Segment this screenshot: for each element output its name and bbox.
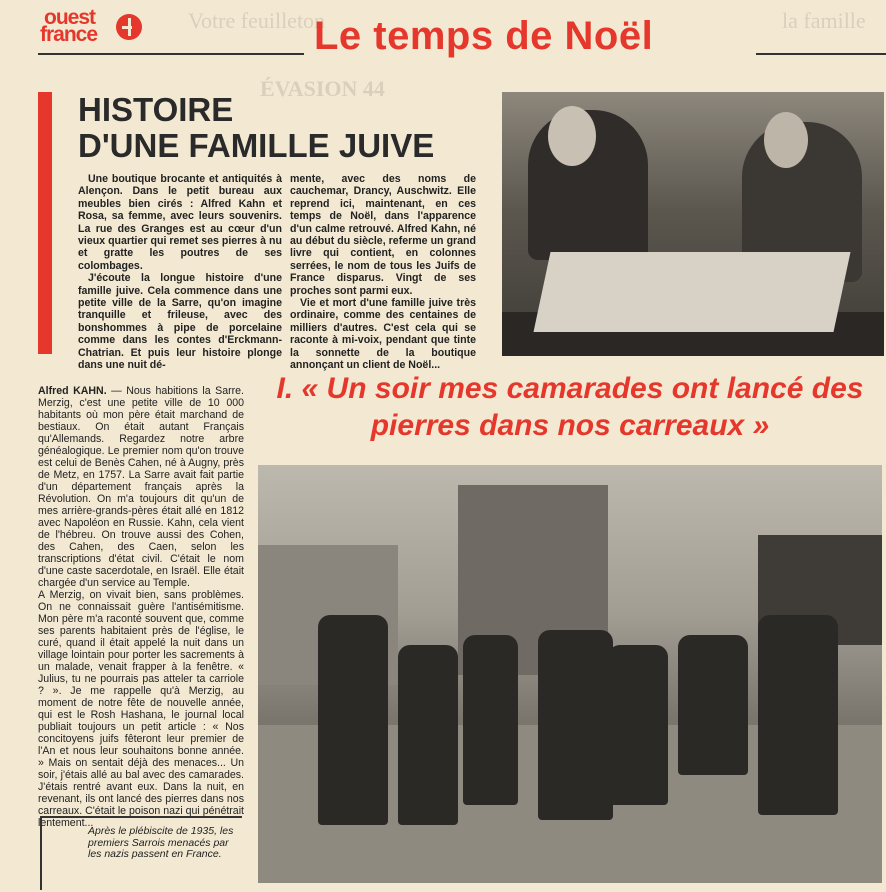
intro-paragraph: Une boutique brocante et antiquités à Alençon. Dans le petit bureau aux meubles bien cirés : Alfred Kahn et Rosa, sa femme, avec leurs souvenirs. La rue des Granges est au cœur d'un vieux quartier qui remet ses pierres à nu et gratte les poutres de ses colombages. — [78, 173, 282, 272]
photo-kahn-couple — [502, 92, 884, 356]
accent-bar — [38, 92, 52, 354]
article-title: I. « Un soir mes camarades ont lancé des pierres dans nos carreaux » — [276, 372, 864, 442]
ouest-france-logo — [38, 8, 146, 48]
ghost-text-left: la famille — [782, 8, 866, 33]
intro-column-1 — [78, 173, 282, 372]
headline-line-2: D'UNE FAMILLE JUIVE — [78, 127, 435, 164]
ghost-text-evasion: ÉVASION 44 — [260, 76, 385, 101]
intro-column-2 — [290, 173, 476, 372]
headline-line-1: HISTOIRE — [78, 91, 234, 128]
body-paragraph: A Merzig, on vivait bien, sans problèmes. On ne connaissait guère l'antisémitisme. Mon père m'a raconté souvent que, comme ses parents habitaient près de l'église, le curé, quand il était appelé la nuit dans un village lointain pour porter les sacrements à un malade, venait frapper à la fenêtre. « Julius, tu ne pourrais pas atteler ta carriole ? ». Je me rappelle qu'à Merzig, au moment de notre fête de nouvelle année, qui est le Rosh Hashana, le journal local publiait toujours un petit article : « Nos concitoyens juifs fêteront leur premier de l'An et nous leur souhaitons bonne année. » Mais on sentait déjà des menaces... Un soir, j'étais allé au bal avec des camarades. J'étais rentré avant eux. Dans la nuit, en revenant, ils ont lancé des pierres dans nos carreaux. C'était le poison nazi qui pénétrait lentement... — [38, 589, 244, 829]
body-paragraph: — Nous habitions la Sarre. Merzig, c'est une petite ville de 10 000 habitants où mon père était marchand de bestiaux. On était autant Français qu'Allemands. Regardez notre arbre généalogique. Le premier nom qu'on trouve est celui de Benès Cahen, né à Augny, près de Metz, en 1757. La Sarre avait fait partie d'un département français après la Révolution. On m'a toujours dit qu'un de mes arrière-grands-pères était allé en 1812 avec Napoléon en Russie. Kahn, cela vient de l'hébreu. On trouve aussi des Cohen, des Cahen, des Caen, selon les transcriptions d'état civil. C'était le nom d'une caste sacerdotale, en Israël. Elle était chargée d'un service au Temple. — [38, 385, 244, 589]
intro-paragraph: Vie et mort d'une famille juive très ordinaire, comme des centaines de milliers d'autres. C'est cela qui se raconte à mi-voix, pendant que tinte la sonnette de la boutique annonçant un client de Noël... — [290, 297, 476, 372]
ghost-text-right: Votre feuilleton — [188, 8, 326, 33]
intro-paragraph: mente, avec des noms de cauchemar, Drancy, Auschwitz. Elle reprend ici, maintenant, en ces temps de Noël, dans l'apparence d'un calme retrouvé. Alfred Kahn, né au début du siècle, referme un grand livre qui contient, en colonnes serrées, le nom de tous les Juifs de France disparus. Vingt de ses proches sont parmi eux. — [290, 173, 476, 297]
article-body — [38, 385, 244, 829]
section-title: Le temps de Noël — [314, 14, 654, 58]
header-rule-right — [756, 53, 886, 55]
logo-mark-icon — [116, 14, 142, 40]
logo-word-france: france — [40, 23, 98, 46]
logo-word-ouest: ouest — [44, 6, 96, 29]
headline — [78, 92, 478, 164]
photo-caption: Après le plébiscite de 1935, les premiers Sarrois menacés par les nazis passent en France. — [88, 825, 234, 860]
photo-refugees-street — [258, 465, 882, 883]
header-rule-left — [38, 53, 304, 55]
intro-paragraph: J'écoute la longue histoire d'une famille juive. Cela commence dans une petite ville de la Sarre, qu'on imagine tranquille et frileuse, avec des bonshommes à pipe de porcelaine comme dans les contes d'Erckmann-Chatrian. Et puis leur histoire plonge dans une nuit dé- — [78, 272, 282, 372]
speaker-name: Alfred KAHN. — [38, 385, 107, 397]
